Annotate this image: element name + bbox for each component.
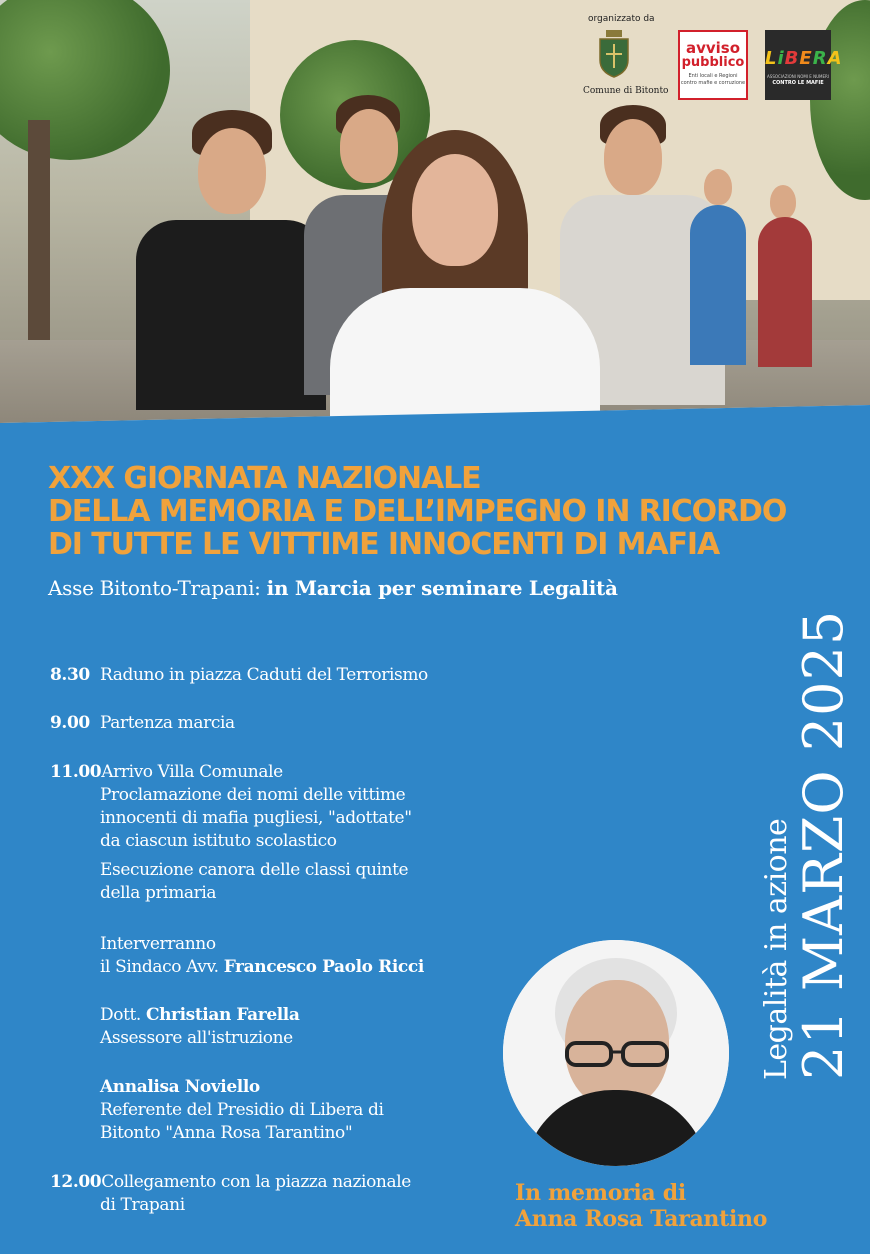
assessor-name: Christian Farella [145, 1005, 300, 1025]
event-date: 21 MARZO 2025 [792, 609, 855, 1080]
in-memory-line-2: Anna Rosa Tarantino [515, 1206, 768, 1232]
program-item-830 [50, 664, 428, 687]
program-item-1100 [50, 761, 412, 905]
event-1100-line-4: da ciascun istituto scolastico [100, 831, 337, 851]
assessor-role: Assessore all'istruzione [100, 1028, 293, 1048]
vertical-tagline: Legalità in azione [759, 818, 794, 1080]
assessor-line [50, 1004, 299, 1027]
time-1100: 11.00 [50, 762, 102, 782]
assessor-prefix: Dott. [100, 1005, 146, 1025]
time-1200: 12.00 [50, 1172, 102, 1192]
mayor-line [50, 956, 424, 979]
people-background [690, 165, 860, 415]
person-woman [330, 130, 610, 430]
mayor-name: Francesco Paolo Ricci [223, 957, 424, 977]
libera-tagline-2: CONTRO LE MAFIE [772, 80, 824, 86]
referent-role-1: Referente del Presidio di Libera di [100, 1100, 384, 1120]
avviso-tagline: Enti locali e Regioni contro mafie e corruzione [680, 73, 746, 86]
libera-wordmark: LiBERA [765, 48, 843, 69]
in-memory-caption [515, 1180, 767, 1232]
event-1100-line-5: Esecuzione canora delle classi quinte [100, 860, 409, 880]
libera-tagline: ASSOCIAZIONI NOMI E NUMERI [767, 74, 829, 79]
crest-icon [597, 30, 631, 78]
headline-line-1: XXX GIORNATA NAZIONALE [48, 461, 481, 496]
event-1100: Arrivo Villa Comunale [101, 762, 283, 782]
referent-block [50, 1076, 384, 1145]
assessor-block [50, 1004, 299, 1050]
subtitle [48, 576, 618, 600]
pubblico-word: pubblico [681, 55, 745, 70]
event-1100-line-2: Proclamazione dei nomi delle vittime [100, 785, 406, 805]
avviso-word: avviso [685, 39, 741, 57]
portrait-photo [503, 940, 729, 1166]
event-headline [48, 462, 786, 561]
hero-photo [0, 0, 870, 430]
comune-label: Comune di Bitonto [583, 86, 669, 96]
event-830: Raduno in piazza Caduti del Terrorismo [100, 665, 428, 685]
avviso-pubblico-logo [678, 30, 748, 100]
headline-line-2: DELLA MEMORIA E DELL’IMPEGNO IN RICORDO [48, 494, 787, 529]
program-item-900 [50, 712, 235, 735]
mayor-prefix: il Sindaco Avv. [100, 957, 224, 977]
time-900: 9.00 [50, 713, 90, 733]
referent-name: Annalisa Noviello [100, 1077, 260, 1097]
comune-logo [583, 30, 669, 106]
time-830: 8.30 [50, 665, 90, 685]
event-1200-line-2: di Trapani [100, 1195, 185, 1215]
referent-role-2: Bitonto "Anna Rosa Tarantino" [100, 1123, 353, 1143]
event-1100-line-6: della primaria [100, 883, 217, 903]
event-900: Partenza marcia [100, 713, 235, 733]
speakers-block [50, 933, 424, 979]
vertical-date-block [760, 610, 854, 1080]
subtitle-plain: Asse Bitonto-Trapani: [48, 576, 267, 600]
headline-line-3: DI TUTTE LE VITTIME INNOCENTI DI MAFIA [48, 527, 720, 562]
libera-logo [765, 30, 843, 100]
organized-by-label: organizzato da [588, 14, 655, 24]
glasses-icon [561, 1040, 673, 1068]
event-1200: Collegamento con la piazza nazionale [101, 1172, 411, 1192]
program-item-1200 [50, 1171, 411, 1217]
event-1100-line-3: innocenti di mafia pugliesi, "adottate" [100, 808, 412, 828]
subtitle-bold: in Marcia per seminare Legalità [266, 576, 618, 600]
speakers-intro: Interverranno [100, 934, 216, 954]
in-memory-line-1: In memoria di [515, 1180, 686, 1206]
